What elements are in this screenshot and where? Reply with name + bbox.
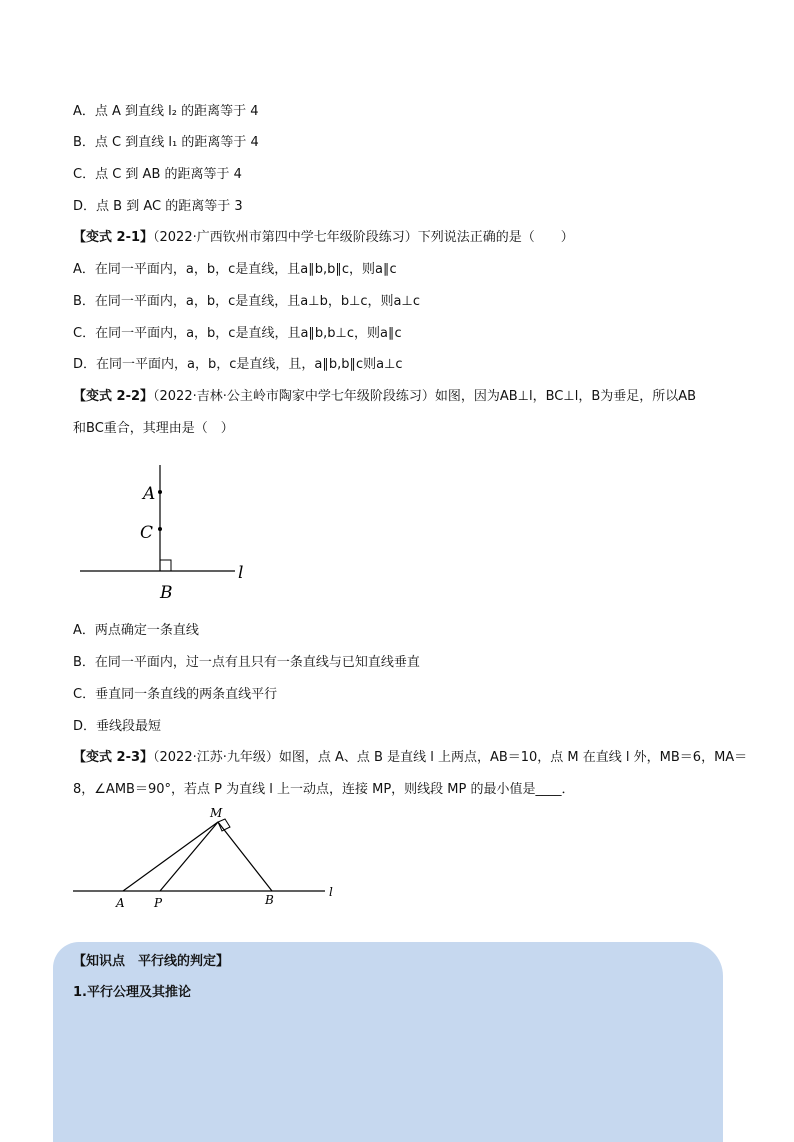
- option-c: C．垂直同一条直线的两条直线平行: [73, 687, 278, 702]
- knowledge-title: 【知识点 平行线的判定】: [73, 954, 230, 969]
- option-b: B．在同一平面内，a，b，c是直线，且a⊥b，b⊥c，则a⊥c: [73, 294, 420, 309]
- option-a: A．在同一平面内，a，b，c是直线，且a∥b,b∥c，则a∥c: [73, 262, 397, 277]
- label-c: C: [140, 523, 154, 543]
- option-b: B．在同一平面内，过一点有且只有一条直线与已知直线垂直: [73, 655, 420, 670]
- question-2-1-header: [73, 229, 574, 247]
- option-d: D．在同一平面内，a，b，c是直线，且，a∥b,b∥c则a⊥c: [73, 357, 403, 372]
- label-b: B: [160, 583, 173, 603]
- question-stem: 下列说法正确的是（ ）: [417, 230, 574, 245]
- question-stem-line2: 8，∠AMB＝90°，若点 P 为直线 l 上一动点，连接 MP，则线段 MP 的最小值是____．: [73, 782, 575, 797]
- label-l: l: [238, 563, 244, 583]
- triangle-figure: [70, 803, 350, 915]
- label-p: P: [154, 896, 163, 910]
- knowledge-subtitle: 1.平行公理及其推论: [73, 985, 191, 1000]
- perpendicular-figure: [75, 460, 265, 605]
- label-b: B: [265, 893, 274, 907]
- question-source: （2022·广西钦州市第四中学七年级阶段练习）: [153, 230, 418, 245]
- option-c-prev: C．点 C 到 AB 的距离等于 4: [73, 167, 242, 182]
- option-a-prev: A．点 A 到直线 l₂ 的距离等于 4: [73, 104, 259, 119]
- label-m: M: [210, 806, 223, 820]
- question-stem-line1: （2022·江苏·九年级）如图，点 A、点 B 是直线 l 上两点，AB＝10，点 M 在直线 l 外，MB＝6，MA＝: [153, 750, 748, 765]
- question-tag: 【变式 2-1】: [73, 230, 154, 245]
- option-d: D．垂线段最短: [73, 719, 162, 734]
- label-a: A: [143, 484, 156, 504]
- option-d-prev: D．点 B 到 AC 的距离等于 3: [73, 199, 243, 214]
- option-c: C．在同一平面内，a，b，c是直线，且a∥b,b⊥c，则a∥c: [73, 326, 402, 341]
- question-2-3-header: [73, 749, 747, 767]
- question-tag: 【变式 2-2】: [73, 389, 154, 404]
- question-2-2-header: [73, 388, 696, 406]
- question-tag: 【变式 2-3】: [73, 750, 154, 765]
- label-a: A: [116, 896, 125, 910]
- option-b-prev: B．点 C 到直线 l₁ 的距离等于 4: [73, 135, 259, 150]
- label-l: l: [329, 885, 333, 899]
- question-stem-line1: （2022·吉林·公主岭市陶家中学七年级阶段练习）如图，因为AB⊥l，BC⊥l，B为垂足，所以AB: [153, 389, 697, 404]
- question-stem-line2: 和BC重合，其理由是（ ）: [73, 421, 234, 436]
- option-a: A．两点确定一条直线: [73, 623, 199, 638]
- knowledge-panel: [53, 942, 723, 1142]
